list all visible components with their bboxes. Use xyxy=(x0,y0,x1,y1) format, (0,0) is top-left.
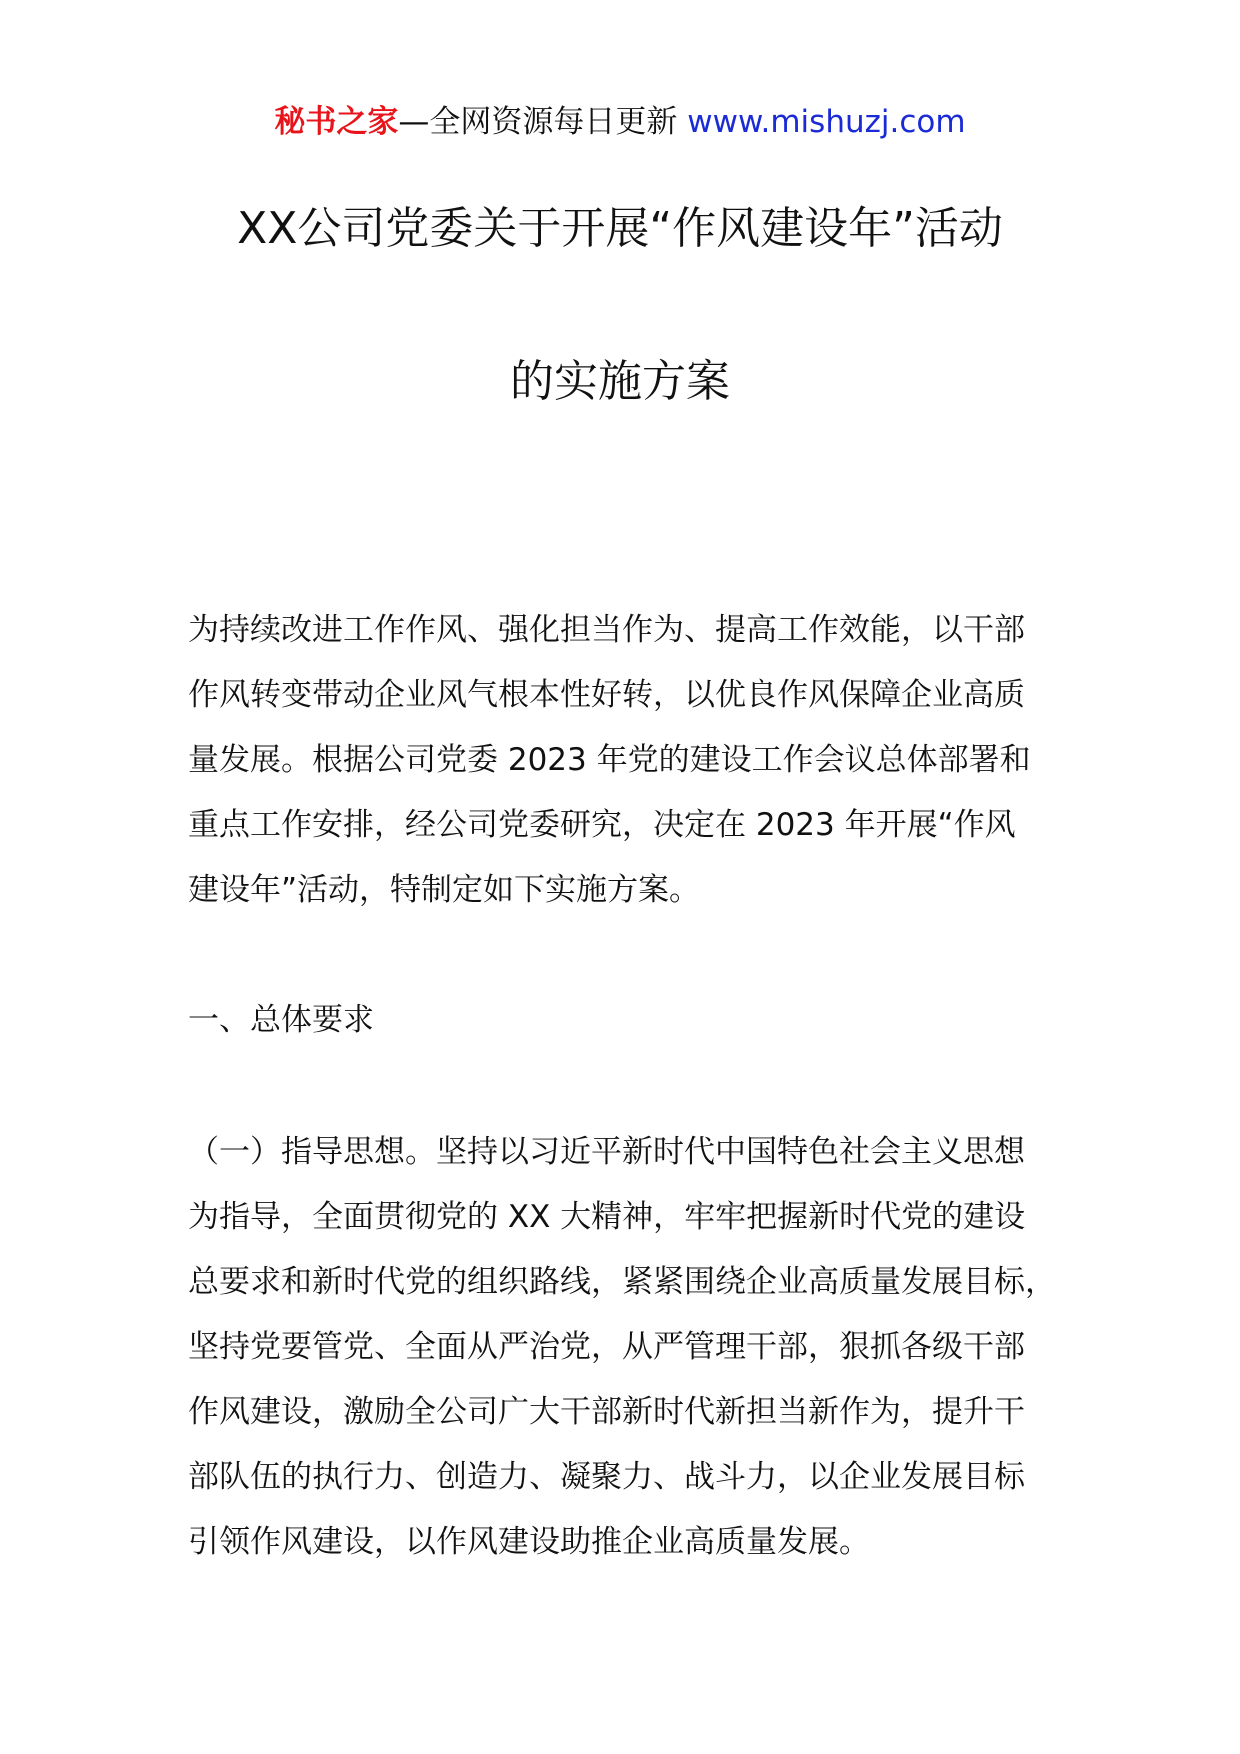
paragraph-line: 为持续改进工作作风、强化担当作为、提高工作效能，以干部 xyxy=(188,612,1025,648)
paragraph-line: 坚持党要管党、全面从严治党，从严管理干部，狠抓各级干部 xyxy=(188,1329,1025,1365)
document-title-line-2: 的实施方案 xyxy=(510,356,730,407)
section-heading-text: 一、总体要求 xyxy=(188,1002,374,1038)
paragraph-line: 作风转变带动企业风气根本性好转，以优良作风保障企业高质 xyxy=(188,677,1025,713)
paragraph-line: 为指导，全面贯彻党的 XX 大精神，牢牢把握新时代党的建设 xyxy=(188,1199,1026,1235)
header-banner xyxy=(0,100,1240,144)
paragraph-line: 量发展。根据公司党委 2023 年党的建设工作会议总体部署和 xyxy=(188,742,1031,778)
intro-paragraph xyxy=(188,598,1088,923)
guiding-ideology-paragraph xyxy=(188,1120,1088,1575)
paragraph-line: 作风建设，激励全公司广大干部新时代新担当新作为，提升干 xyxy=(188,1394,1025,1430)
paragraph-line: 引领作风建设，以作风建设助推企业高质量发展。 xyxy=(188,1524,870,1560)
paragraph-line: 重点工作安排，经公司党委研究，决定在 2023 年开展“作风 xyxy=(188,807,1016,843)
paragraph-line: 部队伍的执行力、创造力、凝聚力、战斗力，以企业发展目标 xyxy=(188,1459,1025,1495)
website-link[interactable]: www.mishuzj.com xyxy=(687,104,966,140)
paragraph-line: 总要求和新时代党的组织路线，紧紧围绕企业高质量发展目标， xyxy=(188,1264,1056,1300)
paragraph-line: （一）指导思想。坚持以习近平新时代中国特色社会主义思想 xyxy=(188,1134,1025,1170)
banner-slogan: —全网资源每日更新 xyxy=(398,104,678,140)
paragraph-line: 建设年”活动，特制定如下实施方案。 xyxy=(188,872,701,908)
document-title-line-1: XX公司党委关于开展“作风建设年”活动 xyxy=(237,203,1003,254)
brand-name: 秘书之家 xyxy=(274,104,399,140)
section-heading-general-requirements xyxy=(188,988,1088,1053)
